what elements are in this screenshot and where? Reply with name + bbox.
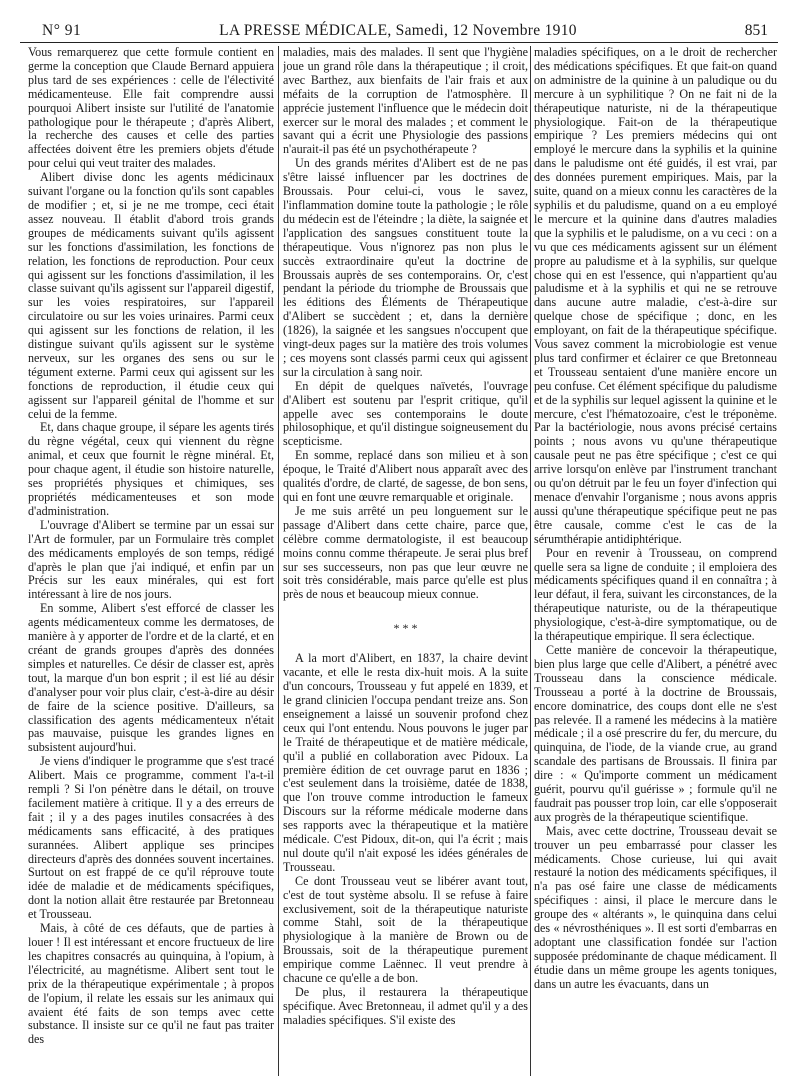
- paragraph: Ce dont Trousseau veut se libérer avant tout, c'est de tout système absolu. Il se refuse à faire exclusivement, soit de la thérapeutique naturiste comme Stahl, soit de la thérapeutique physiologique à la manière de Brown ou de Broussais, soit de la thérapeutique purement empirique comme Laënnec. Il veut prendre à chacune ce qu'elle a de bon.: [283, 873, 528, 986]
- paragraph: Mais, avec cette doctrine, Trousseau devait se trouver un peu embarrassé pour classer les médicaments. Chose curieuse, lui qui avait restauré la notion des médicaments spécifiques, il n'a pas osé faire une classe de médicaments spécifiques : ainsi, il place le mercure dans le groupe des « altérants », le quinquina dans celui des « névrosthéniques ». Il est sorti d'embarras en adoptant une classification fondée sur l'action supposée prédominante de chaque médicament. Il étudie dans un même groupe les agents toniques, dans un autre les évacuants, dans un: [534, 823, 777, 991]
- paragraph: Cette manière de concevoir la thérapeutique, bien plus large que celle d'Alibert, a pénétré avec Trousseau dans la conscience médicale. Trousseau a porté à la doctrine de Broussais, encore dominatrice, des coups dont elle ne s'est pas relevée. Il a ramené les médecins à la matière médicale ; il a osé prescrire du fer, du mercure, du quinquina, de l'iode, de la viande crue, au grand scandale des partisans de Broussais. Il finira par dire : « Qu'importe comment un médicament guérit, pourvu qu'il guérisse » ; formule qu'il ne faudrait pas pousser trop loin, car elle s'opposerait aux progrès de la thérapeutique scientifique.: [534, 642, 777, 824]
- paragraph: Un des grands mérites d'Alibert est de ne pas s'être laissé influencer par les doctrines de Broussais. Pour celui-ci, vous le savez, l'inflammation domine toute la pathologie ; le rôle du médecin est de l'éteindre ; la diète, la saignée et l'application des sangsues constituent toute la thérapeutique. Vous n'ignorez pas non plus le succès extraordinaire qu'eut la doctrine de Broussais auprès de ses contemporains. Or, c'est pendant la période du triomphe de Broussais que les éditions des Éléments de Thérapeutique d'Alibert se succèdent ; et, dans la dernière (1826), la saignée et les sangsues n'occupent que vingt-deux pages sur la matière des trois volumes ; ces moyens sont classés parmi ceux qui agissent sur la circulation à sang noir.: [283, 156, 528, 379]
- column-divider: [530, 46, 531, 1076]
- paragraph: En somme, Alibert s'est efforcé de classer les agents médicamenteux comme les dermatoses, de manière à y apporter de l'ordre et de la clarté, et en créant de grands groupes d'après des données simples et naturelles. Ce désir de classer est, après tout, la marque d'un bon esprit ; il est lié au désir d'analyser pour voir plus clair, c'est-à-dire au désir de faire de la science positive. D'ailleurs, sa classification des agents médicamenteux n'était pas mauvaise, puisque les grandes lignes en subsistent aujourd'hui.: [28, 601, 274, 755]
- paragraph: maladies spécifiques, on a le droit de rechercher des médications spécifiques. Et que fait-on quand on administre de la quinine à un paludique ou du mercure à un syphilitique ? On ne fait ni de la thérapeutique naturiste, ni de la thérapeutique physiologique. Fait-on de la thérapeutique empirique ? Les premiers médecins qui ont employé le mercure dans la syphilis et la quinine dans le paludisme ont été guidés, il est vrai, par des données purement empiriques. Mais, par la suite, quand on a mieux connu les caractères de la syphilis et du paludisme, quand on a eu employé le mercure et la quinine dans d'autres maladies que la syphilis et le paludisme, on a vu ceci : on a vu que ces médicaments agissent sur un élément propre au paludisme et à la syphilis, sur quelque chose qui en est l'essence, qui n'appartient qu'au paludisme et à la syphilis et qui ne se retrouve dans aucune autre maladie, c'est-à-dire sur quelque chose de spécifique ; donc, en les employant, on fait de la thérapeutique spécifique. Vous savez comment la microbiologie est venue plus tard confirmer et éclairer ce que Bretonneau et Trousseau sentaient d'une manière encore un peu confuse. Cet élément spécifique du paludisme et de la syphilis sur lequel agissent la quinine et le mercure, c'est l'hématozoaire, c'est le tréponème. Par la bactériologie, nous avons précisé certains points ; nous avons vu qu'une thérapeutique causale peut ne pas être spécifique ; c'est ce qui arrive lorsqu'on enlève par l'instrument tranchant ou qu'on détruit par le feu un foyer d'infection qui menace d'envahir l'organisme ; nous avons appris aussi qu'une thérapeutique spécifique peut ne pas être causale, comme c'est le cas de la sérumthérapie antidiphtérique.: [534, 46, 777, 546]
- paragraph: De plus, il restaurera la thérapeutique spécifique. Avec Bretonneau, il admet qu'il y a des maladies spécifiques. S'il existe des: [283, 985, 528, 1027]
- page-number: 851: [744, 22, 768, 39]
- paragraph: En dépit de quelques naïvetés, l'ouvrage d'Alibert est soutenu par l'esprit critique, qu'il appelle avec ses contemporains le doute philosophique, et qu'il distingue soigneusement du scepticisme.: [283, 378, 528, 449]
- column-divider: [278, 46, 279, 1076]
- section-separator: * * *: [393, 621, 418, 636]
- column-1: [28, 46, 274, 1074]
- header-rule: [20, 42, 778, 43]
- page-header: [20, 22, 776, 40]
- paragraph: maladies, mais des malades. Il sent que l'hygiène joue un grand rôle dans la thérapeutique ; il croit, avec Barthez, aux bienfaits de l'air frais et aux méfaits de la corruption de l'atmosphère. Il apprécie justement l'influence que le médecin doit exercer sur le moral des malades ; et comment le savant qui a écrit une Physiologie des passions n'aurait-il pas été un psychothérapeute ?: [283, 46, 528, 157]
- paragraph: Et, dans chaque groupe, il sépare les agents tirés du règne végétal, ceux qui viennent du règne animal, et ceux que fournit le règne minéral. Et, pour chaque agent, il étudie son histoire naturelle, ses propriétés physiques et chimiques, ses propriétés médicamenteuses et son mode d'administration.: [28, 420, 274, 518]
- paragraph: Alibert divise donc les agents médicinaux suivant l'organe ou la fonction qu'ils sont capables de modifier ; et, si je ne me trompe, ceci était assez nouveau. Il établit d'abord trois grands groupes de médicaments suivant qu'ils agissent sur les fonctions d'assimilation, les fonctions de relation, les fonctions de reproduction. Pour ceux qui agissent sur les fonctions d'assimilation, il les classe suivant qu'ils agissent sur l'appareil digestif, sur les voies respiratoires, sur l'appareil circulatoire ou sur les voies urinaires. Parmi ceux qui agissent sur les fonctions de relation, il les distingue suivant qu'ils agissent sur le système nerveux, sur les organes des sens ou sur le tégument externe. Parmi ceux qui agissent sur les fonctions de reproduction, il étudie ceux qui agissent sur l'appareil génital de l'homme et sur celui de la femme.: [28, 170, 274, 421]
- paragraph: A la mort d'Alibert, en 1837, la chaire devint vacante, et elle le resta dix-huit mois. A la suite d'un concours, Trousseau y fut appelé en 1839, et le grand clinicien l'occupa pendant treize ans. Son enseignement a laissé un souvenir profond chez ceux qui l'ont entendu. Nous pouvons le juger par le Traité de thérapeutique et de matière médicale, qu'il a publié en collaboration avec Pidoux. La première édition de cet ouvrage parut en 1836 ; c'est seulement dans la troisième, datée de 1838, que l'on trouve comme introduction le fameux Discours sur la réforme médicale moderne dans ses rapports avec la thérapeutique et la matière médicale. C'est Pidoux, dit-on, qui l'a écrit ; mais nul doute qu'il n'ait exposé les idées générales de Trousseau.: [283, 651, 528, 874]
- paragraph: Je me suis arrêté un peu longuement sur le passage d'Alibert dans cette chaire, parce que, célèbre comme dermatologiste, il est beaucoup moins connu comme thérapeute. Je serai plus bref sur ses successeurs, non pas que leur œuvre ne soit très considérable, mais parce qu'elle est plus près de nous et beaucoup mieux connue.: [283, 503, 528, 602]
- paragraph: Pour en revenir à Trousseau, on comprend quelle sera sa ligne de conduite ; il emploiera des médicaments spécifiques quand il en connaîtra ; à leur défaut, il fera, suivant les circonstances, de la thérapeutique naturiste, ou de la thérapeutique physiologique, c'est-à-dire symptomatique, ou de la thérapeutique empirique. Il sera éclectique.: [534, 545, 777, 644]
- column-3: [534, 46, 777, 1074]
- journal-title: LA PRESSE MÉDICALE, Samedi, 12 Novembre 1910: [219, 22, 577, 39]
- paragraph: Je viens d'indiquer le programme que s'est tracé Alibert. Mais ce programme, comment l'a-t-il rempli ? Si l'on pénètre dans le détail, on trouve facilement matière à critique. Il y a des erreurs de fait ; il y a des pages inutiles consacrées à des médicaments sans efficacité, à des pratiques surannées. Alibert applique ses principes directeurs d'après des données souvent incertaines. Surtout on est frappé de ce qu'il réprouve toute idée de maladie et de médicaments spécifiques, dont la notion allait être restaurée par Bretonneau et Trousseau.: [28, 754, 274, 922]
- paragraph: En somme, replacé dans son milieu et à son époque, le Traité d'Alibert nous apparaît avec des qualités d'ordre, de clarté, de sagesse, de bon sens, qui en font une œuvre remarquable et originale.: [283, 448, 528, 504]
- paragraph: Vous remarquerez que cette formule contient en germe la conception que Claude Bernard appuiera plus tard de ses expériences : celle de l'électivité médicamenteuse. Elle fait comprendre aussi pourquoi Alibert insiste sur l'utilité de l'anatomie pathologique pour le thérapeute ; d'après Alibert, la recherche des causes et celle des parties affectées doivent être les premiers objets d'étude pour celui qui veut traiter des malades.: [28, 46, 274, 171]
- paragraph: Mais, à côté de ces défauts, que de parties à louer ! Il est intéressant et encore fructueux de lire les chapitres consacrés au quinquina, à l'opium, à l'électricité, au magnétisme. Alibert sent tout le prix de la thérapeutique expérimentale ; à propos de l'opium, il relate les essais sur les animaux qui avaient été faits de son temps avec cette substance. Il insiste sur ce qu'il ne faut pas traiter des: [28, 921, 274, 1047]
- paragraph: L'ouvrage d'Alibert se termine par un essai sur l'Art de formuler, par un Formulaire très complet des médicaments employés de son temps, rédigé d'après le plan que j'ai indiqué, et enfin par un Précis sur les eaux minérales, qui est fort intéressant à lire de nos jours.: [28, 517, 274, 602]
- column-2: [283, 46, 528, 1074]
- issue-number: N° 91: [42, 22, 82, 39]
